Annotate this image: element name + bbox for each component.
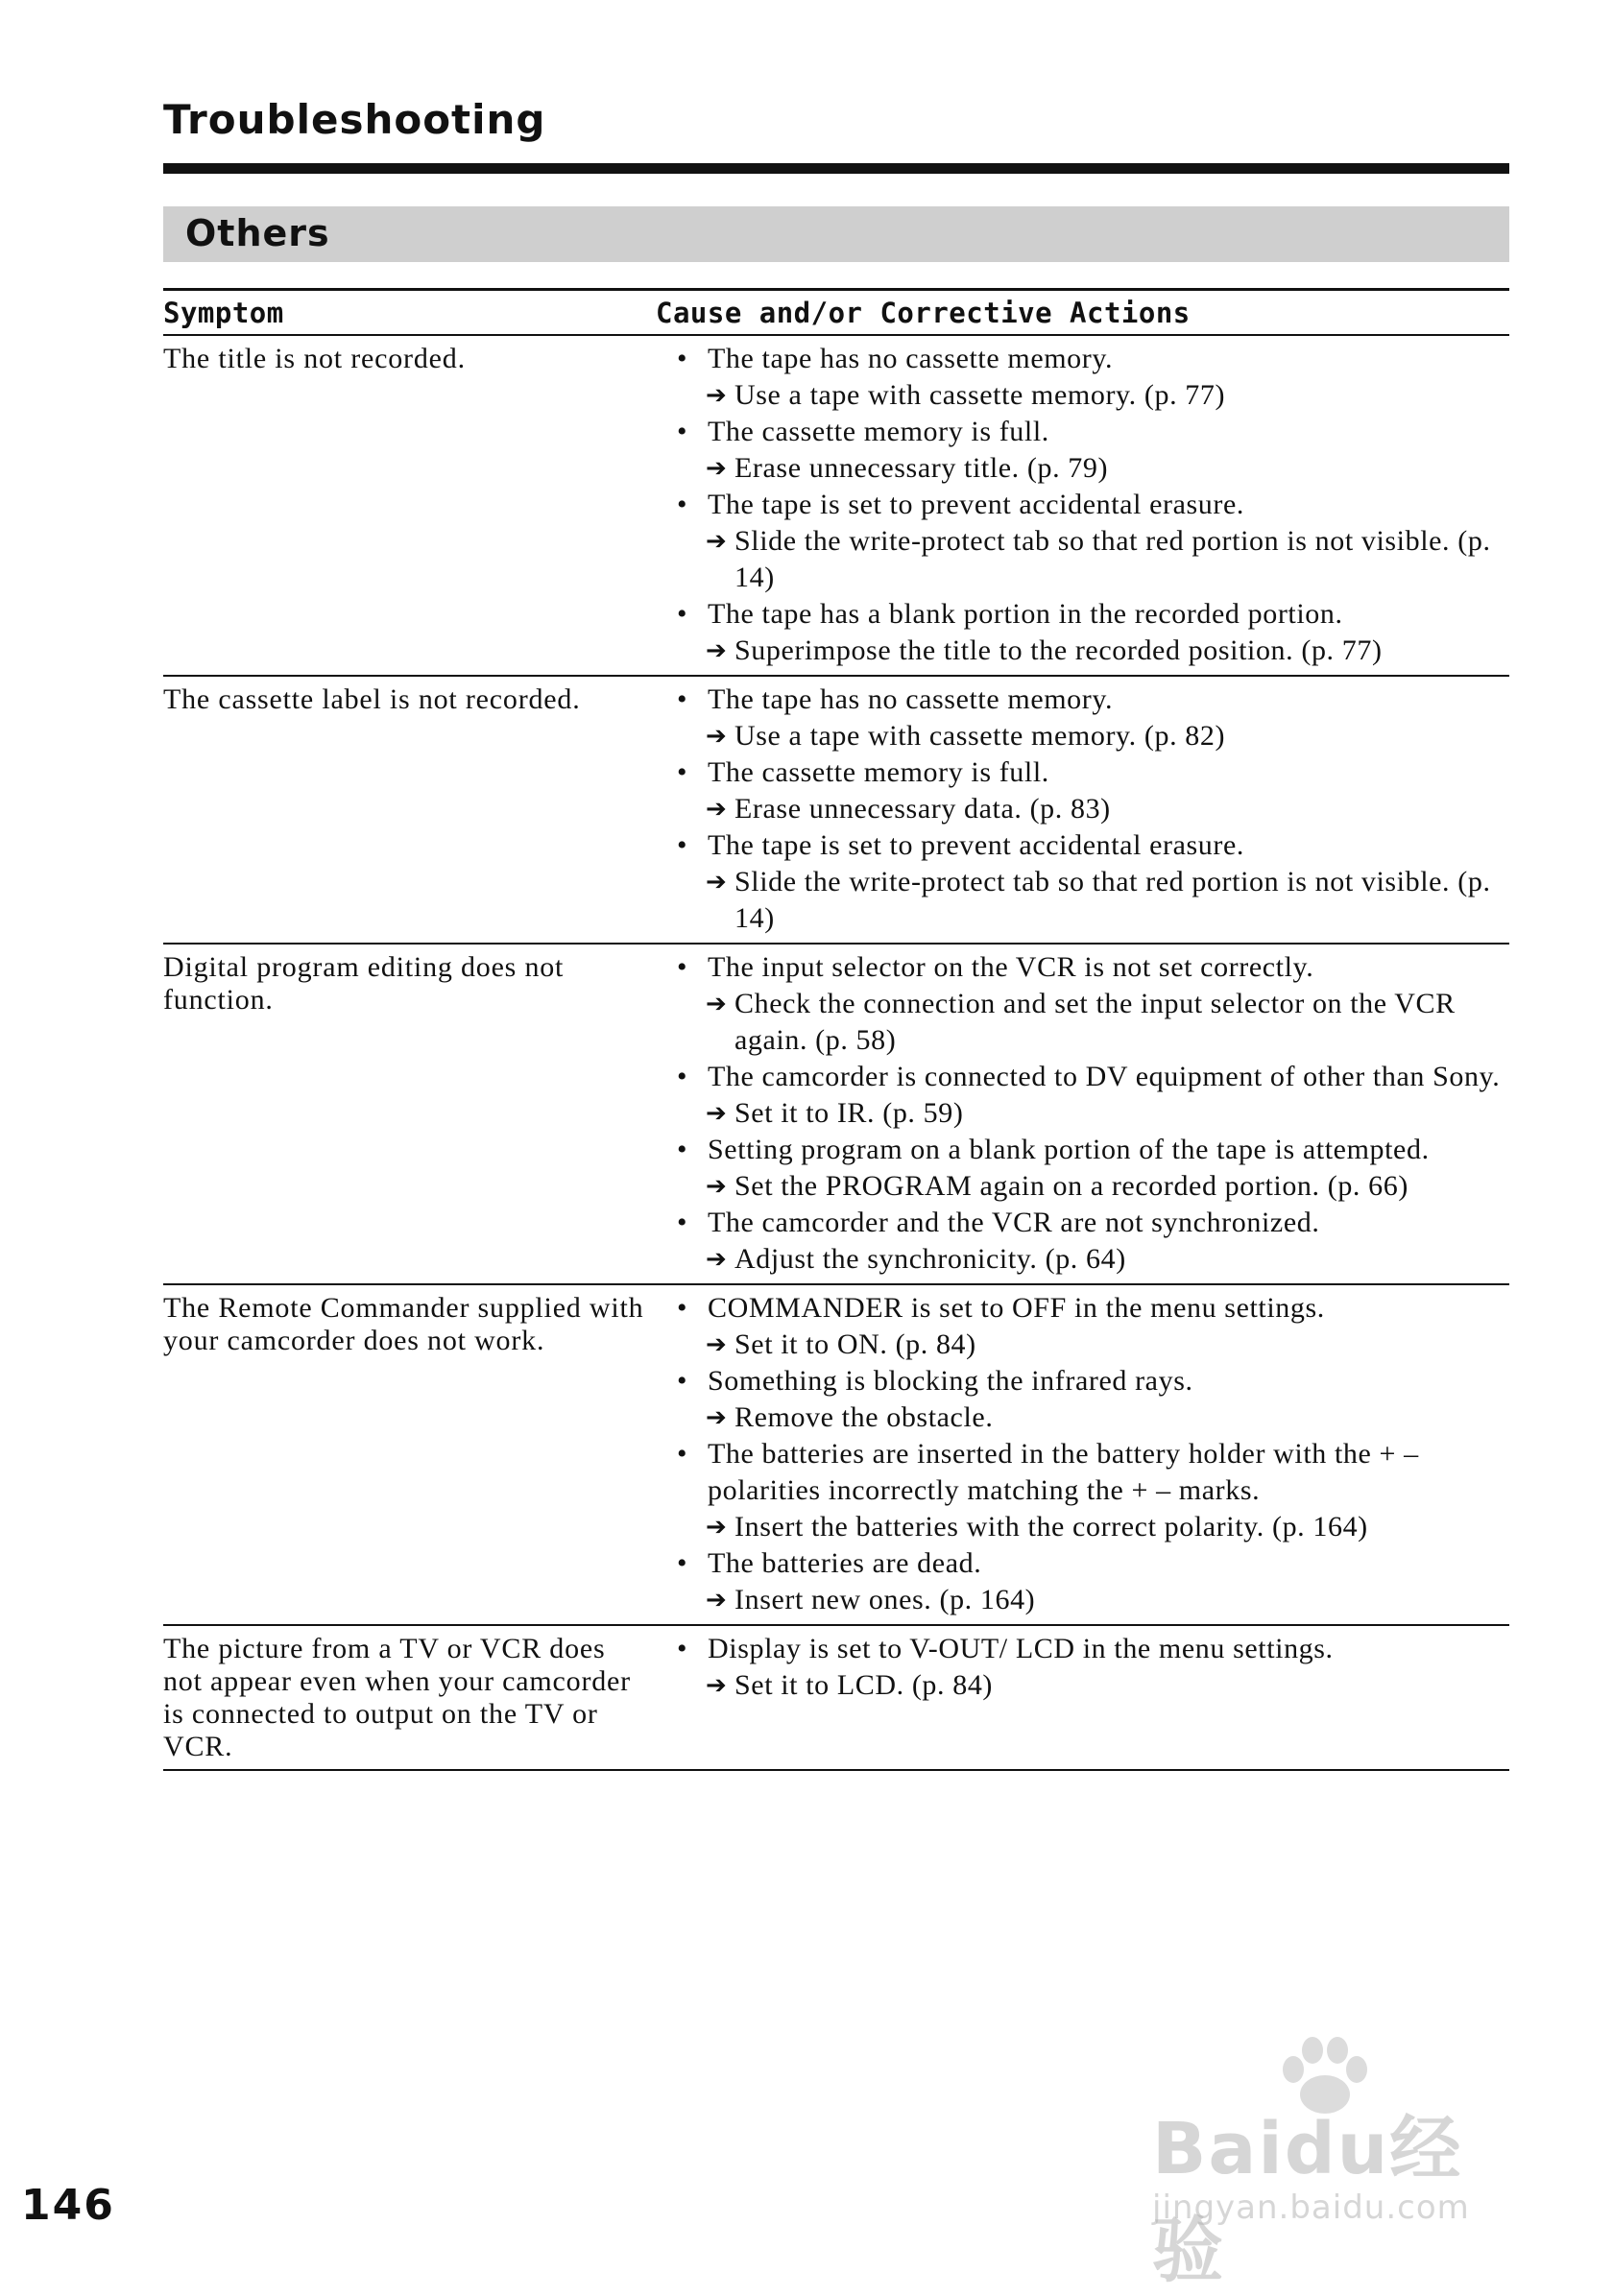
arrow-right-icon: ➔ — [706, 381, 728, 410]
corrective-action — [656, 1399, 1509, 1436]
arrow-right-icon: ➔ — [706, 1330, 728, 1359]
corrective-action — [656, 718, 1509, 754]
action-text: Remove the obstacle. — [734, 1401, 994, 1433]
cause-item — [656, 827, 1509, 864]
table-row — [163, 1626, 1509, 1771]
bullet-icon: • — [677, 1292, 688, 1324]
bullet-icon: • — [677, 598, 688, 630]
cause-text: The batteries are dead. — [708, 1547, 982, 1579]
action-text: Set the PROGRAM again on a recorded portion. (p. 66) — [734, 1170, 1408, 1202]
corrective-action — [656, 1168, 1509, 1205]
cause-text: Something is blocking the infrared rays. — [708, 1365, 1193, 1397]
bullet-icon: • — [677, 1207, 688, 1238]
cause-item — [656, 1132, 1509, 1168]
cause-item — [656, 414, 1509, 450]
cause-item — [656, 1290, 1509, 1327]
arrow-right-icon: ➔ — [706, 990, 728, 1018]
cause-text: The cassette memory is full. — [708, 416, 1049, 447]
cause-text: The input selector on the VCR is not set correctly. — [708, 951, 1314, 983]
bullet-icon: • — [677, 829, 688, 861]
table-body — [163, 336, 1509, 1771]
corrective-action — [656, 1582, 1509, 1618]
troubleshooting-table — [163, 288, 1509, 1771]
arrow-right-icon: ➔ — [706, 1099, 728, 1128]
corrective-action — [656, 864, 1509, 937]
cause-item — [656, 682, 1509, 718]
corrective-action — [656, 377, 1509, 414]
arrow-right-icon: ➔ — [706, 527, 728, 556]
arrow-right-icon: ➔ — [706, 1671, 728, 1700]
bullet-icon: • — [677, 1438, 688, 1470]
action-text: Set it to ON. (p. 84) — [734, 1328, 976, 1360]
bullet-icon: • — [677, 343, 688, 374]
cause-item — [656, 1205, 1509, 1241]
table-row — [163, 1285, 1509, 1626]
page-title: Troubleshooting — [163, 96, 546, 143]
action-text: Use a tape with cassette memory. (p. 77) — [734, 379, 1226, 411]
cause-text: The tape has no cassette memory. — [708, 683, 1114, 715]
bullet-icon: • — [677, 416, 688, 447]
action-text: Set it to IR. (p. 59) — [734, 1097, 964, 1129]
arrow-right-icon: ➔ — [706, 1403, 728, 1432]
cause-text: COMMANDER is set to OFF in the menu settings. — [708, 1292, 1325, 1324]
cause-cell — [656, 341, 1509, 669]
action-text: Use a tape with cassette memory. (p. 82) — [734, 720, 1226, 752]
cause-item — [656, 596, 1509, 633]
cause-cell — [656, 1631, 1509, 1763]
bullet-icon: • — [677, 1633, 688, 1664]
bullet-icon: • — [677, 489, 688, 520]
cause-item — [656, 1436, 1509, 1509]
action-text: Erase unnecessary data. (p. 83) — [734, 793, 1111, 825]
watermark — [1147, 2035, 1531, 2292]
bullet-icon: • — [677, 951, 688, 983]
cause-text: Setting program on a blank portion of the tape is attempted. — [708, 1134, 1430, 1165]
action-text: Check the connection and set the input selector on the VCR again. (p. 58) — [734, 988, 1456, 1056]
table-header — [163, 288, 1509, 336]
cause-text: The tape is set to prevent accidental erasure. — [708, 829, 1245, 861]
action-text: Set it to LCD. (p. 84) — [734, 1669, 994, 1701]
header-rule — [163, 163, 1509, 174]
cause-item — [656, 1545, 1509, 1582]
cause-text: The tape has a blank portion in the recorded portion. — [708, 598, 1343, 630]
action-text: Insert the batteries with the correct polarity. (p. 164) — [734, 1511, 1368, 1543]
cause-cell — [656, 949, 1509, 1278]
corrective-action — [656, 791, 1509, 827]
action-text: Slide the write-protect tab so that red portion is not visible. (p. 14) — [734, 866, 1491, 934]
arrow-right-icon: ➔ — [706, 1513, 728, 1542]
arrow-right-icon: ➔ — [706, 636, 728, 665]
action-text: Erase unnecessary title. (p. 79) — [734, 452, 1109, 484]
bullet-icon: • — [677, 1547, 688, 1579]
cause-item — [656, 1059, 1509, 1095]
arrow-right-icon: ➔ — [706, 454, 728, 483]
bullet-icon: • — [677, 1061, 688, 1092]
symptom-cell: The title is not recorded. — [163, 343, 466, 374]
cause-text: The tape has no cassette memory. — [708, 343, 1114, 374]
cause-text: The tape is set to prevent accidental erasure. — [708, 489, 1245, 520]
cause-item — [656, 487, 1509, 523]
table-row — [163, 677, 1509, 945]
action-text: Adjust the synchronicity. (p. 64) — [734, 1243, 1126, 1275]
bullet-icon: • — [677, 683, 688, 715]
arrow-right-icon: ➔ — [706, 868, 728, 897]
section-header — [163, 206, 1509, 262]
symptom-cell: The cassette label is not recorded. — [163, 683, 581, 715]
watermark-url: jingyan.baidu.com — [1152, 2188, 1470, 2227]
corrective-action — [656, 1241, 1509, 1278]
column-header-symptom: Symptom — [163, 296, 284, 329]
cause-item — [656, 949, 1509, 986]
symptom-cell: The picture from a TV or VCR does not appear even when your camcorder is connected to output on the TV or VCR. — [163, 1633, 631, 1762]
bullet-icon: • — [677, 1134, 688, 1165]
cause-cell — [656, 682, 1509, 937]
cause-item — [656, 1363, 1509, 1399]
action-text: Superimpose the title to the recorded position. (p. 77) — [734, 634, 1383, 666]
cause-item — [656, 341, 1509, 377]
corrective-action — [656, 986, 1509, 1059]
cause-text: Display is set to V-OUT/ LCD in the menu settings. — [708, 1633, 1334, 1664]
bullet-icon: • — [677, 756, 688, 788]
column-header-cause: Cause and/or Corrective Actions — [656, 296, 1191, 329]
section-title: Others — [185, 212, 330, 254]
arrow-right-icon: ➔ — [706, 1172, 728, 1201]
action-text: Insert new ones. (p. 164) — [734, 1584, 1036, 1615]
bullet-icon: • — [677, 1365, 688, 1397]
cause-item — [656, 1631, 1509, 1667]
cause-text: The batteries are inserted in the battery holder with the + – polarities incorrectly matching the + – marks. — [708, 1438, 1419, 1506]
corrective-action — [656, 1667, 1509, 1704]
arrow-right-icon: ➔ — [706, 795, 728, 824]
corrective-action — [656, 450, 1509, 487]
arrow-right-icon: ➔ — [706, 1245, 728, 1274]
symptom-cell: The Remote Commander supplied with your camcorder does not work. — [163, 1292, 644, 1356]
arrow-right-icon: ➔ — [706, 1586, 728, 1614]
table-row — [163, 336, 1509, 677]
corrective-action — [656, 1095, 1509, 1132]
cause-cell — [656, 1290, 1509, 1618]
arrow-right-icon: ➔ — [706, 722, 728, 751]
corrective-action — [656, 633, 1509, 669]
cause-item — [656, 754, 1509, 791]
cause-text: The cassette memory is full. — [708, 756, 1049, 788]
page-number: 146 — [21, 2181, 115, 2230]
corrective-action — [656, 523, 1509, 596]
watermark-logo: Baidu经验 — [1152, 2108, 1463, 2292]
cause-text: The camcorder and the VCR are not synchronized. — [708, 1207, 1320, 1238]
cause-text: The camcorder is connected to DV equipment of other than Sony. — [708, 1061, 1501, 1092]
action-text: Slide the write-protect tab so that red portion is not visible. (p. 14) — [734, 525, 1491, 593]
table-row — [163, 945, 1509, 1285]
corrective-action — [656, 1327, 1509, 1363]
symptom-cell: Digital program editing does not function. — [163, 951, 565, 1016]
corrective-action — [656, 1509, 1509, 1545]
